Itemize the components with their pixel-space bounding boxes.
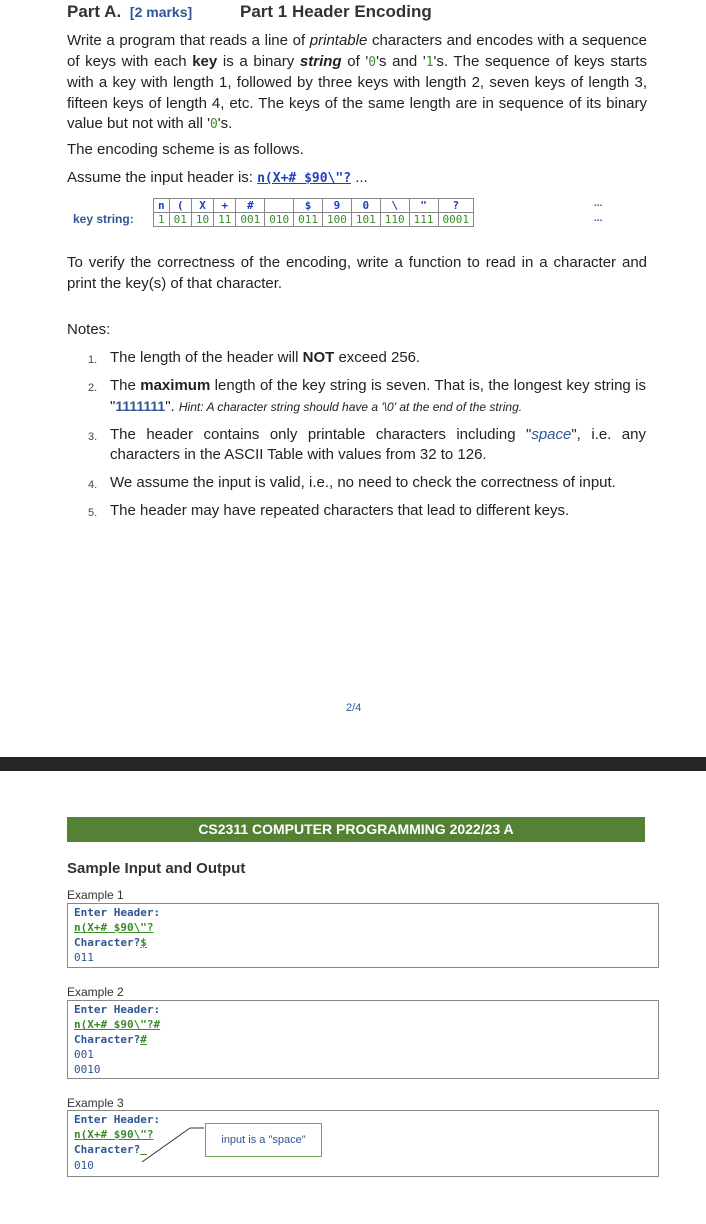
ellipsis-chars: ... xyxy=(594,198,603,209)
space-callout: input is a "space" xyxy=(205,1123,322,1157)
key-code: 011 xyxy=(294,213,323,227)
page-3 xyxy=(0,771,706,1224)
key-code: 10 xyxy=(191,213,213,227)
key-code: 1 xyxy=(154,213,170,227)
part-label: Part A. xyxy=(67,2,122,21)
output-line: 011 xyxy=(74,951,94,964)
page-number: 2/4 xyxy=(346,702,362,714)
key-code: 001 xyxy=(236,213,265,227)
note-item: 3. The header contains only printable characters including "space", i.e. any characters in the ASCII Table with values from 32 to 126. xyxy=(88,426,646,463)
verify-paragraph: To verify the correctness of the encoding, write a function to read in a character and print the key(s) of that character. xyxy=(67,254,647,292)
key-char: \ xyxy=(380,199,409,213)
key-char: n xyxy=(154,199,170,213)
sample-title: Sample Input and Output xyxy=(67,860,246,877)
character-line: Character?# xyxy=(74,1033,147,1046)
key-char: ( xyxy=(169,199,191,213)
key-char: 0 xyxy=(351,199,380,213)
example-box xyxy=(67,1000,659,1079)
key-char: + xyxy=(214,199,236,213)
key-char: ? xyxy=(438,199,474,213)
output-line: 010 xyxy=(74,1159,94,1172)
output-line: 001 xyxy=(74,1048,94,1061)
marks: [2 marks] xyxy=(129,4,193,20)
header-input: n(X+# $90\"? xyxy=(74,921,154,934)
key-code: 110 xyxy=(380,213,409,227)
key-code: 101 xyxy=(351,213,380,227)
key-char xyxy=(265,199,294,213)
key-string-label: key string: xyxy=(73,212,134,226)
key-code: 11 xyxy=(214,213,236,227)
callout-arrow xyxy=(140,1126,206,1166)
note-item: 5. The header may have repeated characters that lead to different keys. xyxy=(88,502,570,519)
page-separator xyxy=(0,757,706,771)
key-code: 01 xyxy=(169,213,191,227)
note-item: 2. The maximum length of the key string is seven. That is, the longest key string is "1111111". Hint: A character string should have a '\0' at the end of the string. xyxy=(88,377,646,415)
enter-header-prompt: Enter Header: xyxy=(74,1113,161,1126)
assume-line: Assume the input header is: n(X+# $90\"? ... xyxy=(67,169,368,186)
key-char: X xyxy=(191,199,213,213)
course-banner: CS2311 COMPUTER PROGRAMMING 2022/23 A xyxy=(67,817,645,842)
key-table xyxy=(153,198,474,227)
part-title: Part 1 Header Encoding xyxy=(240,2,432,21)
note-item: 1. The length of the header will NOT exceed 256. xyxy=(88,349,421,366)
key-char: # xyxy=(236,199,265,213)
key-code: 111 xyxy=(409,213,438,227)
assume-code: n(X+# $90\"? xyxy=(257,171,352,186)
note-item: 4. We assume the input is valid, i.e., no need to check the correctness of input. xyxy=(88,474,616,491)
notes-title: Notes: xyxy=(67,321,111,338)
header-input: n(X+# $90\"? xyxy=(74,1128,154,1141)
enter-header-prompt: Enter Header: xyxy=(74,906,161,919)
output-line: 0010 xyxy=(74,1063,101,1076)
key-code: 010 xyxy=(265,213,294,227)
example-label: Example 1 xyxy=(67,888,124,902)
ellipsis-codes: ... xyxy=(594,213,603,224)
character-line: Character? xyxy=(74,1143,141,1156)
example-box xyxy=(67,903,659,968)
key-char: " xyxy=(409,199,438,213)
enter-header-prompt: Enter Header: xyxy=(74,1003,161,1016)
character-line: Character?$ xyxy=(74,936,147,949)
part-header xyxy=(67,2,432,22)
key-code: 0001 xyxy=(438,213,474,227)
header-input: n(X+# $90\"?# xyxy=(74,1018,161,1031)
example-label: Example 2 xyxy=(67,985,124,999)
example-label: Example 3 xyxy=(67,1096,124,1110)
key-char: $ xyxy=(294,199,323,213)
key-char: 9 xyxy=(323,199,352,213)
scheme-text: The encoding scheme is as follows. xyxy=(67,141,304,158)
notes-list xyxy=(88,348,646,529)
intro-paragraph: Write a program that reads a line of printable characters and encodes with a sequence of keys with each key is a binary string of '0's and '1's. The sequence of keys starts with a key with length 1, followed by three keys with length 2, seven keys of length 3, fifteen keys of length 4, etc. The keys of the same length are in sequence of its binary value but not with all '0's. xyxy=(67,32,647,132)
key-code: 100 xyxy=(323,213,352,227)
